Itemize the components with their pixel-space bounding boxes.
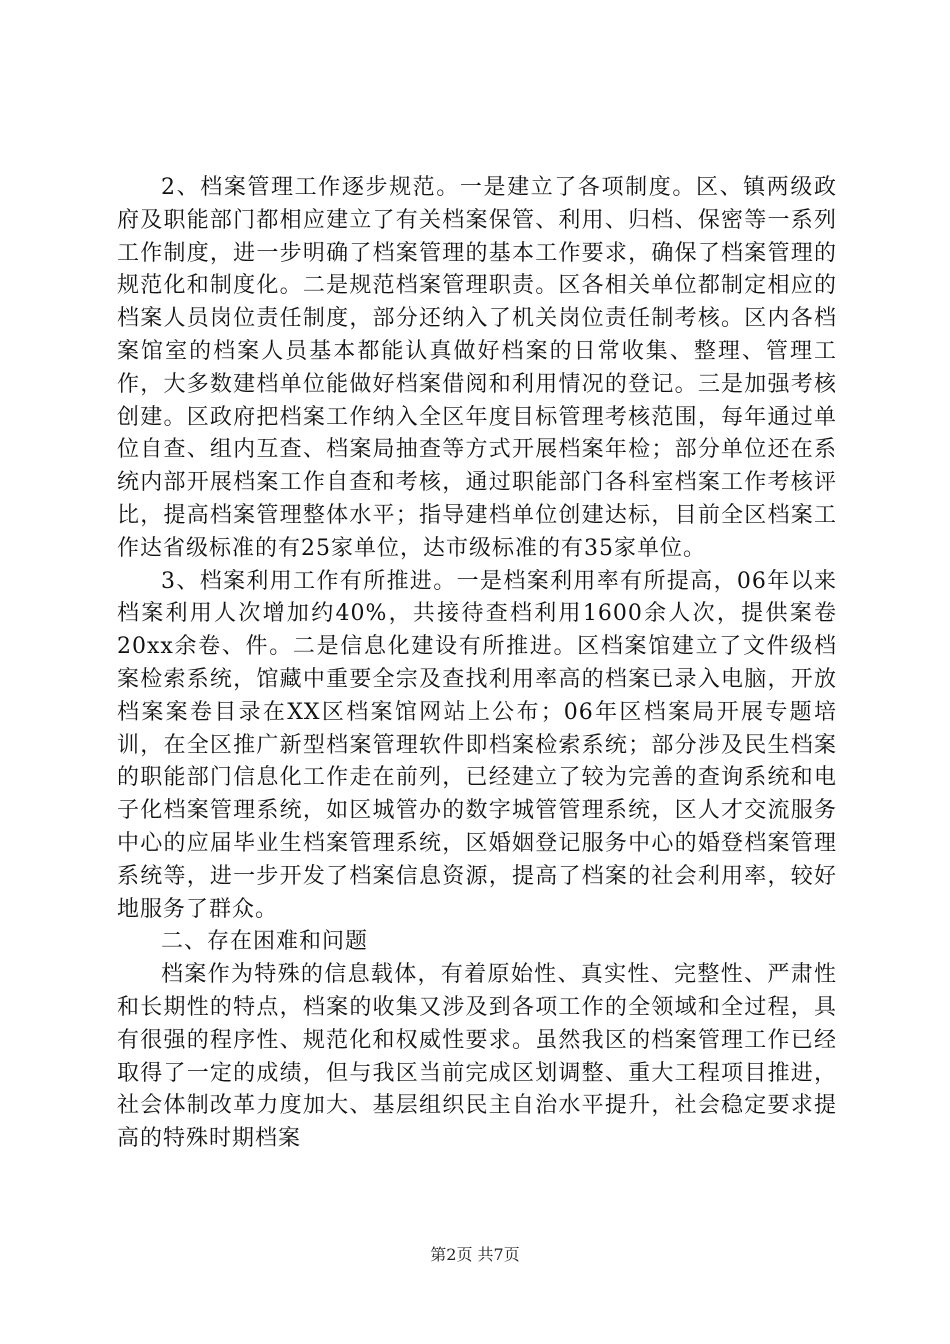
paragraph-difficulties: 档案作为特殊的信息载体，有着原始性、真实性、完整性、严肃性和长期性的特点，档案的收集又涉及到各项工作的全领域和全过程，具有很强的程序性、规范化和权威性要求。虽然我区的档案管理工作已经取得了一定的成绩，但与我区当前完成区划调整、重大工程项目推进，社会体制改革力度加大、基层组织民主自治水平提升，社会稳定要求提高的特殊时期档案 <box>117 962 837 1152</box>
page-footer: 第2页 共7页 <box>430 1245 520 1264</box>
paragraph-archive-utilization: 3、档案利用工作有所推进。一是档案利用率有所提高，06年以来档案利用人次增加约40%，共接待查档利用1600余人次，提供案卷20xx余卷、件。二是信息化建设有所推进。区档案馆建立了文件级档案检索系统，馆藏中重要全宗及查找利用率高的档案已录入电脑，开放档案案卷目录在XX区档案馆网站上公布；06年区档案局开展专题培训，在全区推广新型档案管理软件即档案检索系统；部分涉及民生档案的职能部门信息化工作走在前列，已经建立了较为完善的查询系统和电子化档案管理系统，如区城管办的数字城管管理系统，区人才交流服务中心的应届毕业生档案管理系统，区婚姻登记服务中心的婚登档案管理系统等，进一步开发了档案信息资源，提高了档案的社会利用率，较好地服务了群众。 <box>117 568 837 922</box>
document-body <box>117 172 837 1156</box>
paragraph-archive-management: 2、档案管理工作逐步规范。一是建立了各项制度。区、镇两级政府及职能部门都相应建立了有关档案保管、利用、归档、保密等一系列工作制度，进一步明确了档案管理的基本工作要求，确保了档案管理的规范化和制度化。二是规范档案管理职责。区各相关单位都制定相应的档案人员岗位责任制度，部分还纳入了机关岗位责任制考核。区内各档案馆室的档案人员基本都能认真做好档案的日常收集、整理、管理工作，大多数建档单位能做好档案借阅和利用情况的登记。三是加强考核创建。区政府把档案工作纳入全区年度目标管理考核范围，每年通过单位自查、组内互查、档案局抽查等方式开展档案年检；部分单位还在系统内部开展档案工作自查和考核，通过职能部门各科室档案工作考核评比，提高档案管理整体水平；指导建档单位创建达标，目前全区档案工作达省级标准的有25家单位，达市级标准的有35家单位。 <box>117 175 837 561</box>
section-heading: 二、存在困难和问题 <box>161 929 369 955</box>
